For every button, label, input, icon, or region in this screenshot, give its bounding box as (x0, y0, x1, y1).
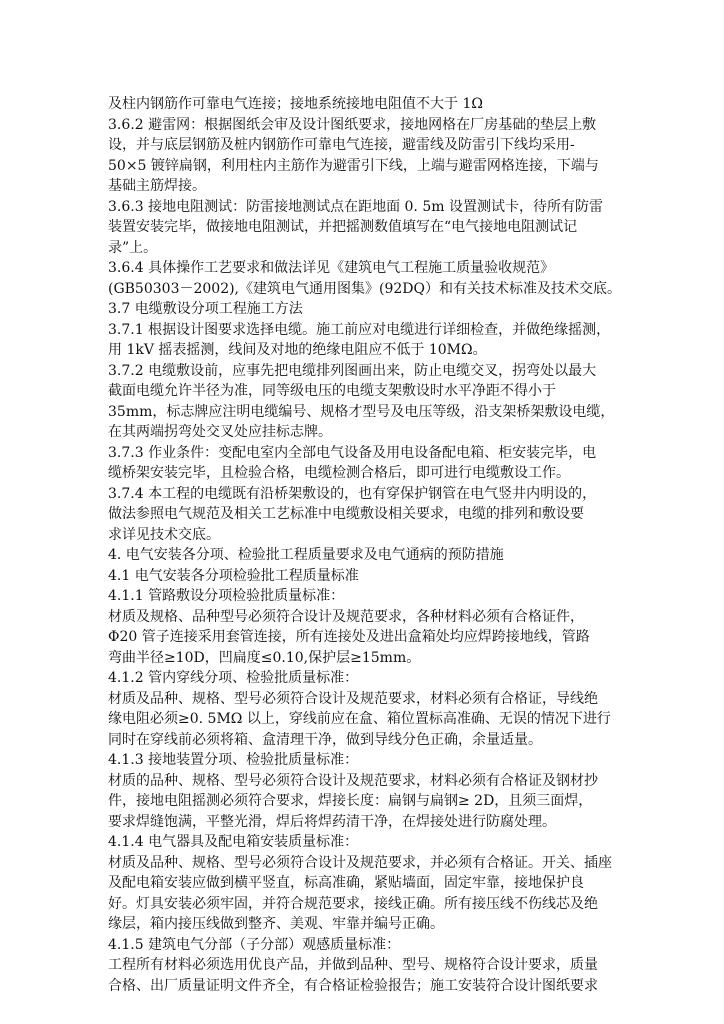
text-line: 材质及品种、规格、型号必须符合设计及规范要求，材料必须有合格证，导线绝 (108, 690, 598, 707)
text-line: 3.7 电缆敷设分项工程施工方法 (108, 301, 303, 317)
text-line: 及柱内钢筋作可靠电气连接；接地系统接地电阻值不大于 1Ω (108, 96, 483, 112)
text-line: 要求焊缝饱满，平整光滑，焊后将焊药清干净，在焊接处进行防腐处理。 (108, 813, 556, 830)
document-body (108, 94, 624, 1017)
text-line: 3.6.3 接地电阻测试：防雷接地测试点在距地面 0. 5m 设置测试卡，待所有防雷 (108, 198, 603, 215)
text-line: 装置安装完毕，做接地电阻测试，并把摇测数值填写在“电气接地电阻测试记 (108, 219, 578, 235)
text-line: 截面电缆允许半径为准，同等级电压的电缆支架敷设时水平净距不得小于 (108, 383, 556, 399)
text-line: 4.1.5 建筑电气分部（子分部）观感质量标准： (108, 936, 401, 953)
text-line: 及配电箱安装应做到横平竖直，标高准确，紧贴墙面，固定牢靠，接地保护良 (108, 875, 584, 891)
text-line: 合格、出厂质量证明文件齐全，有合格证检验报告；施工安装符合设计图纸要求 (108, 977, 598, 994)
text-line: 4.1.1 管路敷设分项检验批质量标准： (108, 588, 345, 604)
text-line: 求详见技术交底。 (108, 526, 220, 543)
text-line: 4. 电气安装各分项、检验批工程质量要求及电气通病的预防措施 (108, 547, 504, 563)
text-line: 4.1.2 管内穿线分项、检验批质量标准： (108, 670, 359, 686)
text-line: 在其两端拐弯处交叉处应挂标志牌。 (108, 424, 332, 440)
text-line: 4.1 电气安装各分项检验批工程质量标准 (108, 567, 359, 584)
text-line: 同时在穿线前必须将箱、盒清理干净，做到导线分色正确，余量适量。 (108, 731, 542, 748)
text-line: 3.7.3 作业条件：变配电室内全部电气设备及用电设备配电箱、柜安装完毕，电 (108, 444, 597, 461)
text-line: 材质及品种、规格、型号必须符合设计及规范要求，并必须有合格证。开关、插座 (108, 854, 612, 871)
text-line: 材质的品种、规格、型号必须符合设计及规范要求，材料必须有合格证及钢材抄 (108, 772, 598, 789)
text-line: Φ20 管子连接采用套管连接，所有连接处及进出盒箱处均应焊跨接地线，管路 (108, 629, 590, 645)
text-line: 4.1.3 接地装置分项、检验批质量标准： (108, 752, 359, 768)
text-line: 缆桥架安装完毕，且检验合格，电缆检测合格后，即可进行电缆敷设工作。 (108, 465, 570, 481)
text-line: 材质及规格、品种型号必须符合设计及规范要求，各种材料必须有合格证件， (108, 608, 584, 625)
text-line: 好。灯具安装必须牢固，并符合规范要求，接线正确。所有接压线不伤线芯及绝 (108, 895, 598, 912)
text-line: 4.1.4 电气器具及配电箱安装质量标准： (108, 834, 359, 850)
text-line: 50×5 镀锌扁钢，利用柱内主筋作为避雷引下线，上端与避雷网格连接，下端与 (108, 157, 599, 174)
text-line: 3.7.2 电缆敷设前，应事先把电缆排列图画出来，防止电缆交叉，拐弯处以最大 (108, 362, 597, 379)
text-line: 缘层，箱内接压线做到整齐、美观、牢靠并编号正确。 (108, 916, 444, 932)
text-line: 设，并与底层钢筋及桩内钢筋作可靠电气连接，避雷线及防雷引下线均采用- (108, 137, 575, 153)
text-line: (GB50303－2002),《建筑电气通用图集》(92DQ）和有关技术标准及技术交底。 (108, 280, 621, 297)
text-line: 3.7.1 根据设计图要求选择电缆。施工前应对电缆进行详细检查，并做绝缘摇测， (108, 321, 611, 338)
text-line: 录”上。 (108, 239, 158, 256)
text-line: 3.6.2 避雷网：根据图纸会审及设计图纸要求，接地网格在厂房基础的垫层上敷 (108, 116, 597, 133)
text-line: 基础主筋焊接。 (108, 178, 206, 194)
text-line: 3.7.4 本工程的电缆既有沿桥架敷设的，也有穿保护钢管在电气竖井内明设的， (108, 485, 597, 502)
text-line (108, 996, 624, 1017)
text-line: 用 1kV 摇表摇测，线间及对地的绝缘电阻应不低于 10MΩ。 (108, 342, 487, 358)
text-line: 工程所有材料必须选用优良产品，并做到品种、型号、规格符合设计要求，质量 (108, 957, 598, 973)
text-line: 缘电阻必须≥0. 5MΩ 以上，穿线前应在盒、箱位置标高准确、无误的情况下进行 (108, 711, 611, 727)
text-line: 3.6.4 具体操作工艺要求和做法详见《建筑电气工程施工质量验收规范》 (108, 260, 555, 276)
text-line: 弯曲半径≥10D，凹扁度≤0.10,保护层≥15mm。 (108, 649, 421, 666)
text-line: 件，接地电阻摇测必须符合要求，焊接长度：扁钢与扁钢≥ 2D，且须三面焊， (108, 793, 593, 809)
text-line: 35mm，标志牌应注明电缆编号、规格才型号及电压等级，沿支架桥架敷设电缆， (108, 403, 615, 420)
text-line: 做法参照电气规范及相关工艺标准中电缆敷设相关要求，电缆的排列和敷设要 (108, 506, 584, 522)
